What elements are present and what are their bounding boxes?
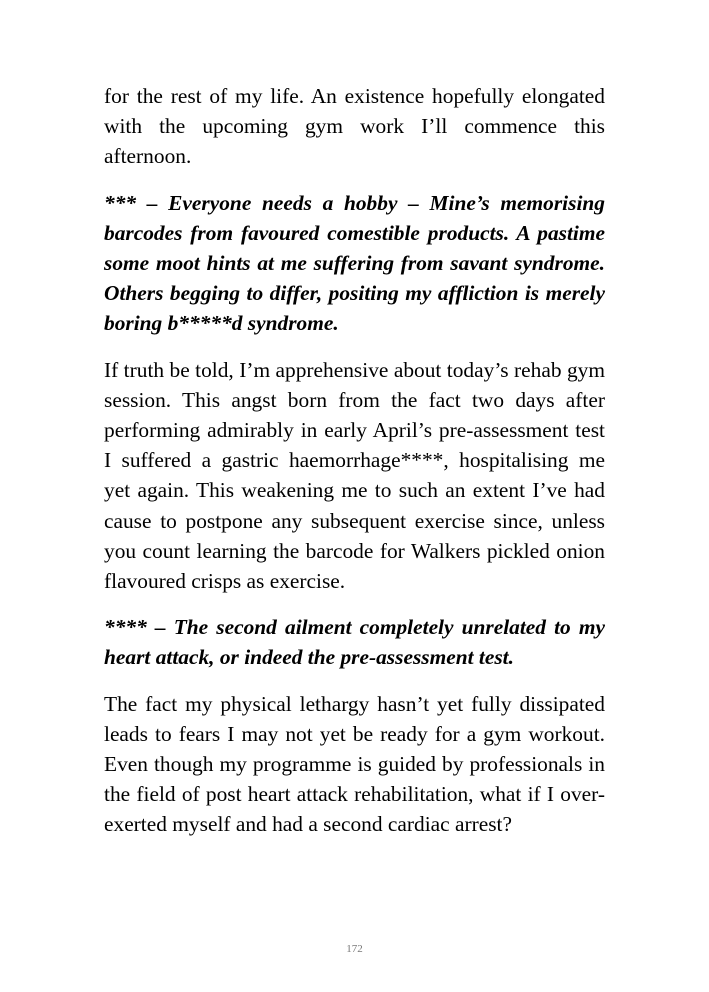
footnote-barcode-hobby: *** – Everyone needs a hobby – Mine’s memorising barcodes from favoured comestible products. A pastime some moot hints at me suffering from savant syndrome. Others begging to differ, positing my affliction is merely boring b*****d syndrome. xyxy=(104,190,605,336)
paragraph-lethargy-fears: The fact my physical lethargy hasn’t yet fully dissipated leads to fears I may not yet be ready for a gym workout. Even though my programme is guided by professionals in the field of post heart attack rehabilitation, what if I over-exerted myself and had a second cardiac arrest? xyxy=(104,691,605,837)
paragraph-continuation: for the rest of my life. An existence hopefully elongated with the upcoming gym work I’ll commence this afternoon. xyxy=(104,84,605,169)
page-body xyxy=(104,81,605,856)
paragraph-rehab-apprehension: If truth be told, I’m apprehensive about today’s rehab gym session. This angst born from the fact two days after performing admirably in early April’s pre-assessment test I suffered a gastric haemorrhage****, hospitalising me yet again. This weakening me to such an extent I’ve had cause to postpone any subsequent exercise since, unless you count learning the barcode for Walkers pickled onion flavoured crisps as exercise. xyxy=(104,357,605,594)
footnote-second-ailment: **** – The second ailment completely unrelated to my heart attack, or indeed the pre-assessment test. xyxy=(104,615,605,670)
page-number: 172 xyxy=(346,943,363,955)
